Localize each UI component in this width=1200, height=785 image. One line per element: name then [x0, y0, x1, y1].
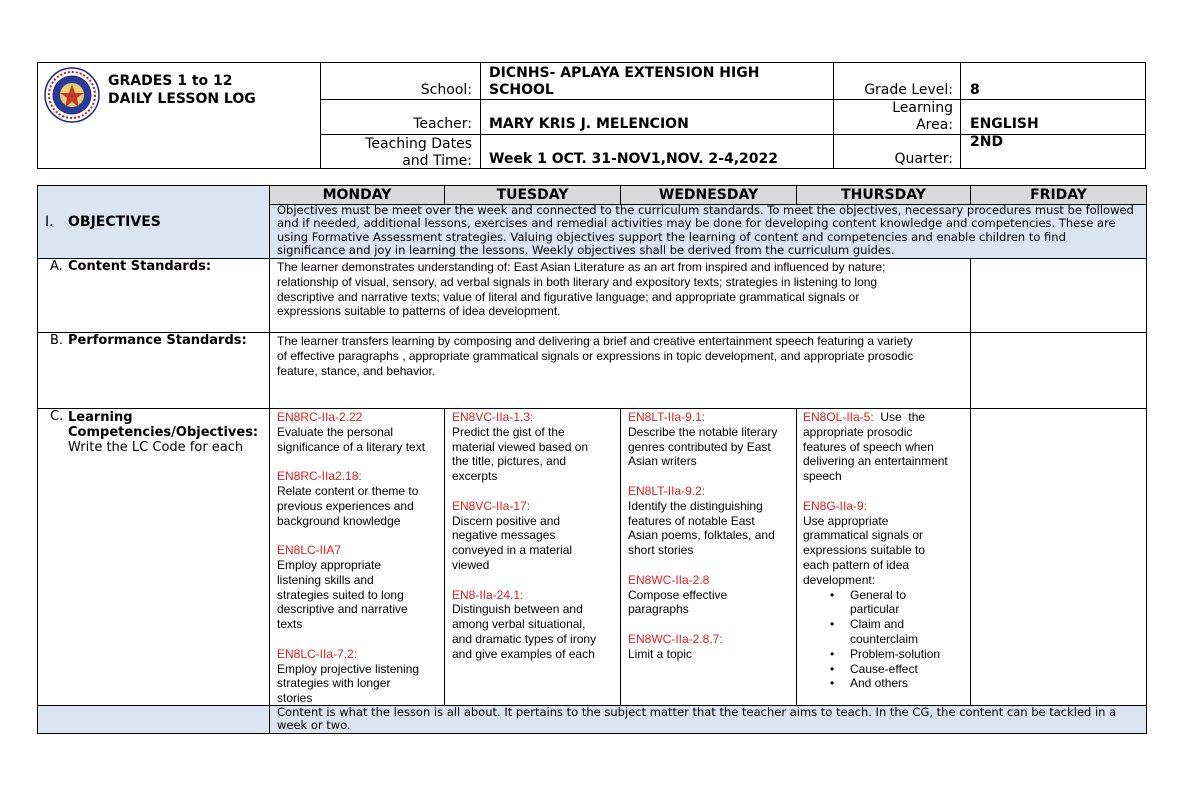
lc-code: EN8RC-IIa2.18:: [277, 469, 362, 484]
objectives-number: I.: [45, 214, 54, 230]
lc-code: EN8LT-IIa-9.1:: [628, 410, 706, 424]
lc-code: EN8VC-IIa-1.3:: [452, 410, 534, 424]
dates-label-line: and Time:: [402, 153, 472, 169]
lc-code: EN8VC-IIa-17:: [452, 498, 531, 513]
divider: [269, 185, 270, 734]
label-line: Competencies/Objectives:: [68, 425, 259, 440]
title-line: GRADES 1 to 12: [108, 73, 233, 89]
text-line: Limit a topic: [628, 646, 693, 661]
text-line: excerpts: [452, 469, 498, 484]
text-line: Asian poems, folktales, and: [628, 528, 775, 543]
text-line: expressions suitable to: [803, 543, 926, 558]
lc-code: EN8LT-IIa-9.2:: [628, 483, 706, 498]
text-line: background knowledge: [277, 513, 401, 528]
monday-competencies: [277, 410, 442, 706]
text-line: features of speech when: [803, 439, 934, 454]
objectives-label: OBJECTIVES: [68, 214, 161, 230]
text-line: relationship of visual, sensory, ad verbal signals in both literary and expository texts; strategies in listening to long: [277, 274, 878, 289]
text-line: Use the: [873, 410, 926, 424]
text-line: grammatical signals or: [803, 528, 924, 543]
performance-standards-letter: B.: [50, 333, 64, 348]
content-standards-text: [277, 260, 967, 319]
content-row-text: [277, 706, 1143, 733]
text-line: genres contributed by East: [628, 439, 771, 454]
lc-code-line: [803, 410, 968, 425]
lc-code: EN8LC-IIA7: [277, 543, 342, 558]
text-line: material viewed based on: [452, 439, 589, 454]
text-line: of effective paragraphs , appropriate grammatical signals or expressions in topic development, and appropriate prosodic: [277, 348, 914, 363]
text-line: significance and joy in learning the lessons. Weekly objectives shall be derived from the curriculum guides.: [277, 243, 895, 258]
text-line: negative messages: [452, 528, 556, 543]
divider: [970, 258, 971, 408]
grade-level-value: 8: [970, 82, 980, 98]
list-item: [850, 588, 968, 618]
text-line: The learner demonstrates understanding of: East Asian Literature as an art from inspired and influenced by nature;: [277, 260, 886, 274]
page-title: [108, 72, 256, 108]
wednesday-competencies: [628, 410, 794, 662]
divider: [970, 408, 971, 705]
school-label: School:: [420, 82, 472, 98]
competencies-letter: C.: [50, 409, 64, 424]
performance-standards-label: Performance Standards:: [68, 333, 247, 348]
text-line: and dramatic types of irony: [452, 631, 597, 646]
label-line: Write the LC Code for each: [68, 440, 244, 455]
divider: [37, 408, 1147, 409]
text-line: Use appropriate: [803, 513, 889, 528]
text-line: viewed: [452, 557, 490, 572]
text-line: Describe the notable literary: [628, 424, 778, 439]
day-header-tuesday: TUESDAY: [496, 187, 569, 203]
list-item: [850, 647, 968, 662]
text-line: significance of a literary text: [277, 439, 426, 454]
text-line: conveyed in a material: [452, 543, 573, 558]
objectives-text: [277, 204, 1143, 258]
list-item-text: General to: [850, 587, 907, 602]
text-line: each pattern of idea: [803, 557, 910, 572]
content-standards-label: Content Standards:: [68, 259, 212, 274]
text-line: texts: [277, 617, 303, 632]
text-line: stories: [277, 691, 313, 706]
dates-label-line: Teaching Dates: [365, 136, 472, 152]
school-value-line: DICNHS- APLAYA EXTENSION HIGH: [489, 65, 760, 81]
text-line: Predict the gist of the: [452, 424, 565, 439]
dates-label: [322, 136, 472, 170]
text-line: delivering an entertainment: [803, 454, 948, 469]
lc-code: EN8WC-IIa-2.8: [628, 572, 710, 587]
performance-standards-text: [277, 334, 967, 378]
text-line: paragraphs: [628, 602, 689, 617]
text-line: Content is what the lesson is all about. It pertains to the subject matter that the teacher aims to teach. In the CG, the content can be tackled in a: [277, 705, 1117, 719]
text-line: Discern positive and: [452, 513, 561, 528]
text-line: speech: [803, 469, 842, 484]
content-standards-letter: A.: [50, 259, 63, 274]
list-item-text: Cause-effect: [850, 661, 918, 676]
lc-code: EN8LC-IIa-7.2:: [277, 646, 358, 661]
text-line: appropriate prosodic: [803, 424, 913, 439]
learning-area-label-line: Learning: [892, 100, 953, 116]
text-line: The learner transfers learning by composing and delivering a brief and creative entertainment speech featuring a variety: [277, 334, 913, 348]
text-line: expressions suitable to patterns of idea development.: [277, 304, 561, 319]
tuesday-competencies: [452, 410, 617, 662]
text-line: Employ projective listening: [277, 661, 420, 676]
list-item-text: counterclaim: [850, 631, 919, 646]
text-line: week or two.: [277, 718, 351, 733]
teacher-value: MARY KRIS J. MELENCION: [489, 116, 689, 132]
deped-seal-logo: [44, 67, 100, 123]
lc-code: EN8-IIa-24.1:: [452, 587, 524, 602]
list-item: [850, 617, 968, 647]
text-line: among verbal situational,: [452, 617, 586, 632]
text-line: listening skills and: [277, 572, 374, 587]
list-item-text: Claim and: [850, 617, 905, 632]
divider: [480, 62, 481, 169]
divider: [444, 408, 445, 705]
day-header-friday: FRIDAY: [1030, 187, 1087, 203]
label-line: Learning: [68, 410, 133, 425]
thursday-competencies: [803, 410, 968, 691]
day-header-wednesday: WEDNESDAY: [658, 187, 759, 203]
text-line: Identify the distinguishing: [628, 498, 763, 513]
text-line: Relate content or theme to: [277, 483, 419, 498]
lc-code: EN8G-IIa-9:: [803, 498, 868, 513]
school-value: [489, 65, 829, 99]
pattern-list: [803, 588, 968, 692]
text-line: strategies with longer: [277, 676, 391, 691]
text-line: Evaluate the personal: [277, 424, 394, 439]
lc-code: EN8OL-IIa-5:: [803, 410, 874, 424]
learning-area-label-line: Area:: [916, 117, 953, 133]
divider: [833, 62, 834, 169]
divider: [960, 62, 961, 169]
text-line: the title, pictures, and: [452, 454, 567, 469]
divider: [796, 408, 797, 705]
text-line: Compose effective: [628, 587, 728, 602]
divider: [320, 134, 1146, 135]
list-item-text: Problem-solution: [850, 646, 941, 661]
text-line: short stories: [628, 543, 694, 558]
divider: [320, 99, 1146, 100]
quarter-label: Quarter:: [894, 151, 953, 167]
text-line: previous experiences and: [277, 498, 414, 513]
lc-code: EN8WC-IIa-2.8.7:: [628, 631, 723, 646]
text-line: Objectives must be meet over the week and connected to the curriculum standards. To meet the objectives, necessary procedures must be followed: [277, 203, 1134, 217]
text-line: and if needed, additional lessons, exercises and remedial activities may be done for developing content knowledge and competencies. These are: [277, 216, 1116, 231]
list-item-text: particular: [850, 602, 900, 617]
learning-area-label: [836, 100, 953, 134]
competencies-label: [68, 410, 258, 455]
text-line: strategies suited to long: [277, 587, 404, 602]
text-line: Distinguish between and: [452, 602, 583, 617]
text-line: using Formative Assessment strategies. Valuing objectives support the learning of content and competencies and enable children to find: [277, 229, 1066, 244]
list-item-text: And others: [850, 676, 909, 691]
text-line: features of notable East: [628, 513, 755, 528]
school-value-line: SCHOOL: [489, 82, 554, 98]
list-item: [850, 676, 968, 691]
grade-level-label: Grade Level:: [864, 82, 953, 98]
title-line: DAILY LESSON LOG: [108, 91, 256, 107]
divider: [320, 62, 321, 169]
text-line: descriptive and narrative: [277, 602, 408, 617]
text-line: feature, stance, and behavior.: [277, 363, 436, 378]
day-header-thursday: THURSDAY: [841, 187, 926, 203]
text-line: Asian writers: [628, 454, 697, 469]
learning-area-value: ENGLISH: [970, 116, 1039, 132]
quarter-value: 2ND: [970, 134, 1004, 150]
lc-code: EN8RC-IIa-2.22: [277, 410, 363, 424]
day-header-monday: MONDAY: [322, 187, 392, 203]
text-line: development:: [803, 572, 876, 587]
text-line: and give examples of each: [452, 646, 595, 661]
text-line: Employ appropriate: [277, 557, 382, 572]
dates-value: Week 1 OCT. 31-NOV1,NOV. 2-4,2022: [489, 151, 778, 167]
teacher-label: Teacher:: [413, 116, 472, 132]
divider: [620, 408, 621, 705]
list-item: [850, 662, 968, 677]
text-line: descriptive and narrative texts; value of literal and figurative language; and appropriate grammatical signals or: [277, 289, 860, 304]
